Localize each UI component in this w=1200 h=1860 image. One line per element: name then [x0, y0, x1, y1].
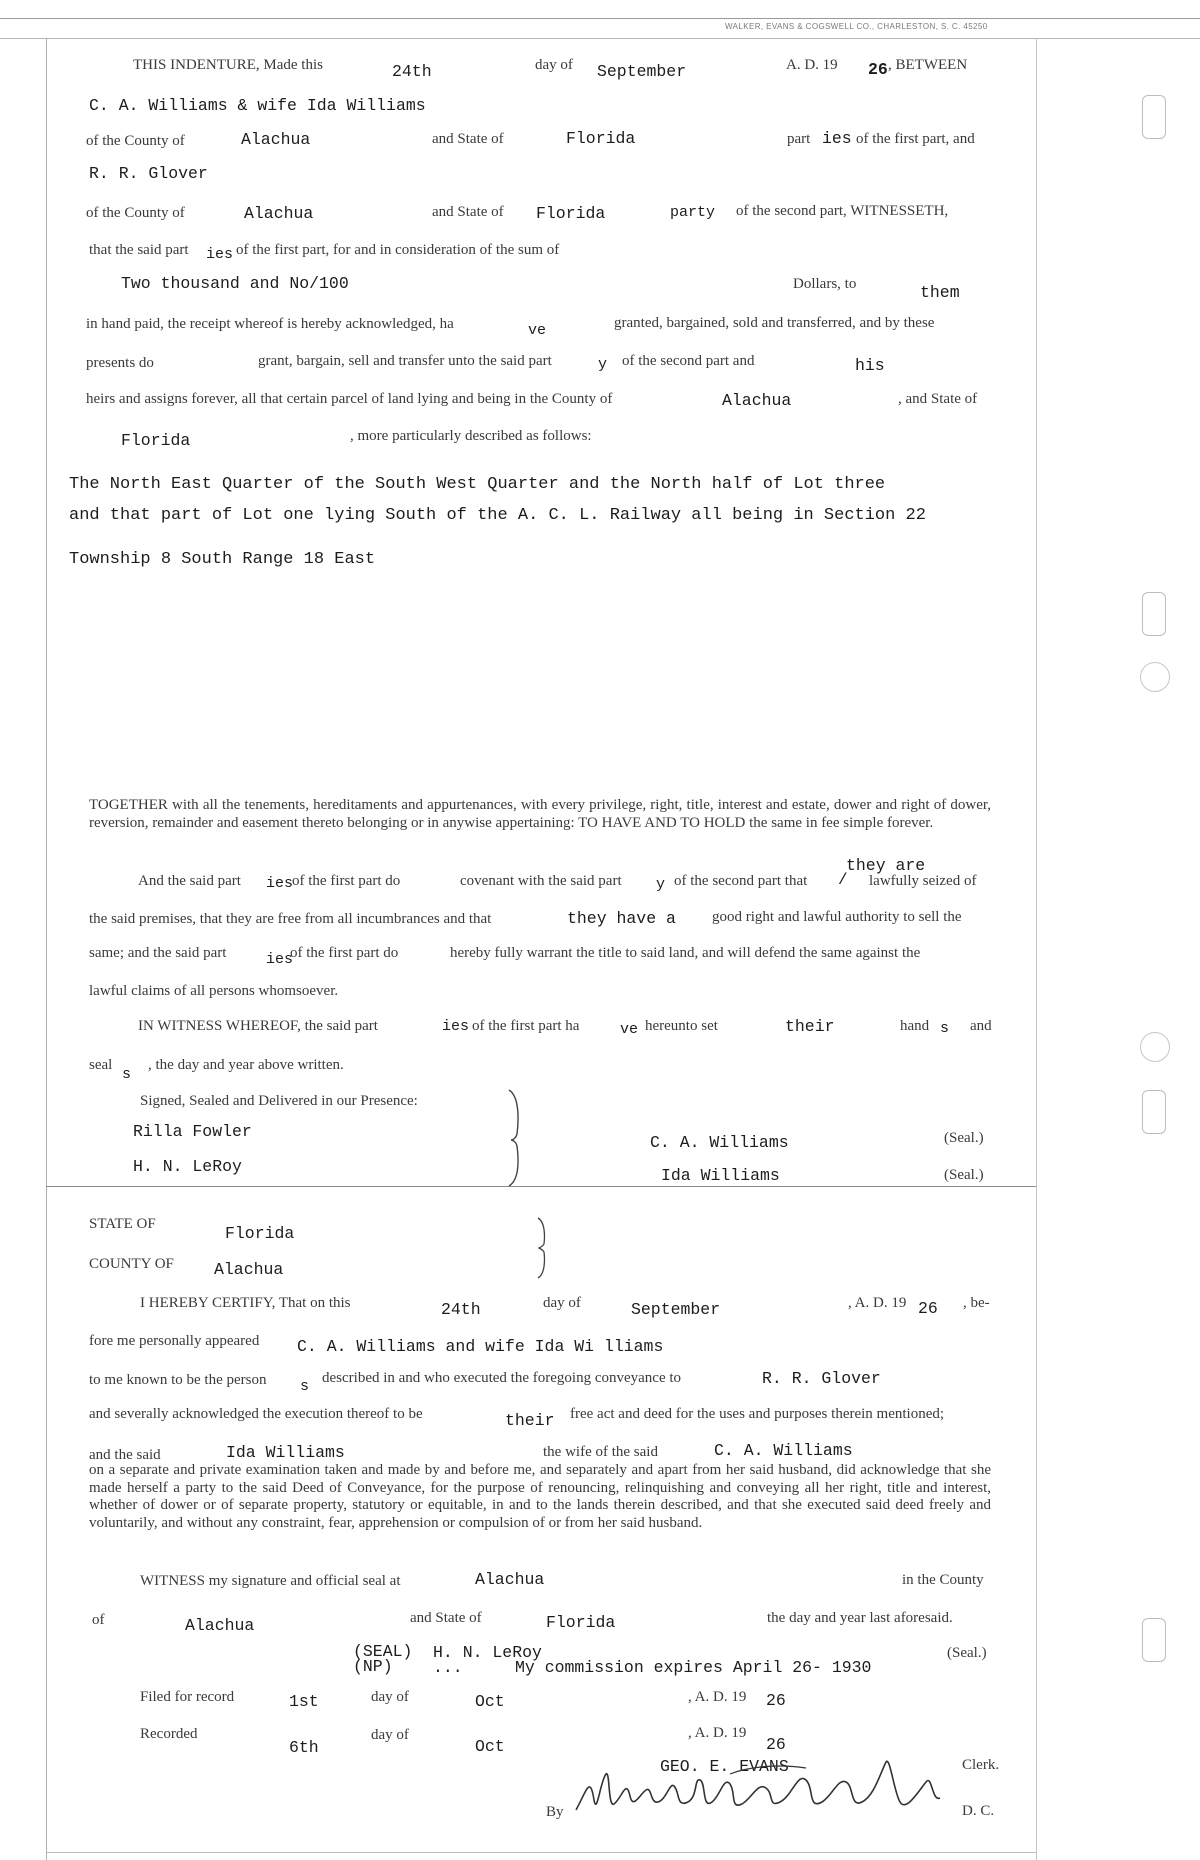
certify-label: I HEREBY CERTIFY, That on this — [140, 1295, 351, 1311]
between-label: , BETWEEN — [888, 57, 968, 73]
seized-label: lawfully seized of — [869, 873, 977, 889]
filed-day-of-label: day of — [371, 1689, 409, 1705]
grant-part-suffix: y — [598, 356, 608, 373]
ad-label: A. D. 19 — [786, 57, 838, 73]
heirs-label: heirs and assigns forever, all that certain parcel of land lying and being in the County of — [86, 391, 613, 407]
hereunto-label: hereunto set — [645, 1018, 718, 1034]
filed-month: Oct — [475, 1692, 505, 1711]
grantee-party-word: party — [670, 204, 716, 221]
wife-of-label: the wife of the said — [543, 1444, 658, 1460]
by-label: By — [546, 1804, 564, 1820]
commission-text: My commission expires April 26- 1930 — [515, 1658, 872, 1677]
grantee-county: Alachua — [244, 204, 314, 223]
known-suffix: s — [300, 1378, 310, 1395]
intro-label: THIS INDENTURE, Made this — [133, 57, 323, 73]
right-margin-rule — [1036, 38, 1037, 1860]
covenant-suffix: ies — [266, 875, 294, 892]
together-paragraph: TOGETHER with all the tenements, hereditaments and appurtenances, with every privilege, right, title, interest and estate, dower and right of dower, reversion, remainder and easement thereto belonging or in anywise appertaining: TO HAVE AND TO HOLD the same in fee simple forever. — [89, 797, 991, 831]
covenant-label-b: of the first part do — [292, 873, 401, 889]
same-label-b: of the first part do — [290, 945, 399, 961]
deed-day: 24th — [392, 62, 432, 81]
description-line-3: Township 8 South Range 18 East — [69, 550, 376, 569]
covenant-label-a: And the said part — [138, 873, 241, 889]
ack-of-label: of — [92, 1612, 105, 1628]
section-divider — [46, 1186, 1036, 1187]
grantee-county-label: of the County of — [86, 205, 185, 221]
hand-label: hand — [900, 1018, 930, 1034]
signature-brace — [505, 1088, 529, 1188]
left-margin-rule — [46, 38, 47, 1860]
grantee-state-label: and State of — [432, 204, 504, 220]
witness-2: H. N. LeRoy — [133, 1157, 242, 1176]
grantor-part-suffix: ies — [822, 129, 852, 148]
ack-month: September — [631, 1300, 721, 1319]
ack-year: 26 — [918, 1299, 938, 1318]
slash-mark: / — [838, 871, 848, 889]
signed-label: Signed, Sealed and Delivered in our Presence: — [140, 1093, 418, 1109]
binding-punch-1 — [1142, 95, 1166, 139]
recorded-year: 26 — [766, 1735, 786, 1754]
witness-1: Rilla Fowler — [133, 1122, 252, 1141]
recorded-day-of-label: day of — [371, 1727, 409, 1743]
ack-state-label: STATE OF — [89, 1216, 156, 1232]
ack-witness-place: Alachua — [475, 1570, 545, 1589]
notary-name: H. N. LeRoy — [433, 1643, 542, 1662]
seal-label: seal — [89, 1057, 113, 1073]
presents-label: presents do — [86, 355, 154, 371]
grantor-state: Florida — [566, 129, 636, 148]
grantor-county: Alachua — [241, 130, 311, 149]
separate-examination-paragraph: on a separate and private examination taken and made by and before me, and separately and apart from her said husband, did acknowledge that she made herself a party to the said Deed of Conveyance, for the purpose of renouncing, relinquishing and conveying all her right, title and interest, whether of dower or of separate property, statutory or equitable, in and to the lands therein described, and that she executed said deed freely and voluntarily, and without any constraint, fear, apprehension or compulsion of or from her said husband. — [89, 1462, 991, 1531]
ack-described-label: described in and who executed the foregoing conveyance to — [322, 1370, 682, 1386]
top-rule — [0, 18, 1200, 19]
notary-seal-tag: (Seal.) — [947, 1645, 987, 1661]
seal-tag-2: (Seal.) — [944, 1167, 984, 1183]
consideration-label-b: of the first part, for and in consideration of the sum of — [236, 242, 560, 258]
before-label: fore me personally appeared — [89, 1333, 260, 1349]
recorded-month: Oct — [475, 1737, 505, 1756]
severally-label: and severally acknowledged the execution thereof to be — [89, 1406, 423, 1422]
signer-1: C. A. Williams — [650, 1133, 789, 1152]
grantee-name: R. R. Glover — [89, 164, 208, 183]
conveyed-to: R. R. Glover — [762, 1369, 881, 1388]
clerk-label: Clerk. — [962, 1757, 1000, 1773]
and-said-label: and the said — [89, 1447, 161, 1463]
deed-month: September — [597, 62, 687, 81]
land-county: Alachua — [722, 391, 792, 410]
ack-day-of-label: day of — [543, 1295, 581, 1311]
lawful-claims-label: lawful claims of all persons whomsoever. — [89, 983, 339, 999]
appeared-names: C. A. Williams and wife Ida Wi lliams — [297, 1337, 664, 1356]
ack-county-label: COUNTY OF — [89, 1256, 174, 1272]
binding-punch-4 — [1142, 1618, 1166, 1662]
filed-label: Filed for record — [140, 1689, 235, 1705]
same-suffix: ies — [266, 951, 294, 968]
consideration-label-a: that the said part — [89, 242, 189, 258]
binding-ring-1 — [1140, 662, 1170, 692]
ack-state-value: Florida — [225, 1224, 295, 1243]
grantor-state-label: and State of — [432, 131, 504, 147]
witness-label-a: IN WITNESS WHEREOF, the said part — [138, 1018, 378, 1034]
ack-ad-label: , A. D. 19 — [848, 1295, 907, 1311]
covenant-part-suffix: y — [656, 876, 666, 893]
grantee-state: Florida — [536, 204, 606, 223]
their-word: their — [785, 1017, 835, 1036]
warrant-label: hereby fully warrant the title to said land, and will defend the same against the — [450, 945, 921, 961]
witness-suffix: ies — [442, 1018, 470, 1035]
top-rule-2 — [0, 38, 1200, 39]
sum-text: Two thousand and No/100 — [121, 274, 349, 293]
free-act-label: free act and deed for the uses and purposes therein mentioned; — [570, 1406, 945, 1422]
second-part-and-label: of the second part and — [622, 353, 755, 369]
grant-label: grant, bargain, sell and transfer unto the said part — [258, 353, 552, 369]
seal-suffix: s — [122, 1066, 132, 1083]
second-part-label: of the second part, WITNESSETH, — [736, 203, 949, 219]
ack-of-state: Florida — [546, 1613, 616, 1632]
description-line-2: and that part of Lot one lying South of the A. C. L. Railway all being in Section 22 — [69, 506, 926, 525]
same-label-a: same; and the said part — [89, 945, 227, 961]
ack-day-year-label: the day and year last aforesaid. — [767, 1610, 953, 1626]
notary-seal-line-1: (SEAL) — [353, 1642, 413, 1661]
paid-to: them — [920, 283, 960, 302]
printer-imprint: WALKER, EVANS & COGSWELL CO., CHARLESTON, S. C. 45250 — [725, 22, 988, 31]
clerk-name: GEO. E. EVANS — [660, 1757, 789, 1776]
first-part-label: of the first part, and — [856, 131, 975, 147]
ack-brace — [534, 1216, 552, 1280]
grantor-part-label: part — [787, 131, 811, 147]
in-county-label: in the County — [902, 1572, 984, 1588]
good-right-label: good right and lawful authority to sell the — [712, 909, 962, 925]
ack-witness-label: WITNESS my signature and official seal at — [140, 1573, 401, 1589]
recorded-label: Recorded — [140, 1726, 198, 1742]
husband-name: C. A. Williams — [714, 1441, 853, 1460]
premises-label: the said premises, that they are free from all incumbrances and that — [89, 911, 492, 927]
binding-ring-2 — [1140, 1032, 1170, 1062]
filed-year: 26 — [766, 1691, 786, 1710]
recorded-day: 6th — [289, 1738, 319, 1757]
they-are: they are — [846, 856, 926, 875]
paid-label: in hand paid, the receipt whereof is hereby acknowledged, ha — [86, 316, 454, 332]
and-label: and — [970, 1018, 992, 1034]
grantor-names: C. A. Williams & wife Ida Williams — [89, 96, 426, 115]
filed-ad-label: , A. D. 19 — [688, 1689, 747, 1705]
grantor-county-label: of the County of — [86, 133, 185, 149]
covenant-label-d: of the second part that — [674, 873, 808, 889]
dc-label: D. C. — [962, 1803, 995, 1819]
ack-and-state-label: and State of — [410, 1610, 482, 1626]
day-of-label: day of — [535, 57, 573, 73]
known-label: to me known to be the person — [89, 1372, 267, 1388]
be-label: , be- — [963, 1295, 990, 1311]
seal-tag-1: (Seal.) — [944, 1130, 984, 1146]
they-have-a: they have a — [567, 909, 676, 928]
covenant-label-c: covenant with the said part — [460, 873, 622, 889]
day-year-label: , the day and year above written. — [148, 1057, 344, 1073]
dollars-to-label: Dollars, to — [793, 276, 857, 292]
description-line-1: The North East Quarter of the South West Quarter and the North half of Lot three — [69, 475, 886, 494]
witness-have-suffix: ve — [620, 1021, 639, 1038]
and-state-of-label: , and State of — [898, 391, 978, 407]
binding-punch-2 — [1142, 592, 1166, 636]
notary-seal-line-2: (NP) — [353, 1657, 393, 1676]
recorded-ad-label: , A. D. 19 — [688, 1725, 747, 1741]
ack-day: 24th — [441, 1300, 481, 1319]
notary-dots: ... — [433, 1658, 463, 1677]
deed-year: 26 — [868, 60, 888, 79]
filed-day: 1st — [289, 1692, 319, 1711]
ack-of-county: Alachua — [185, 1616, 255, 1635]
consideration-suffix: ies — [206, 246, 234, 263]
ack-county-value: Alachua — [214, 1260, 284, 1279]
ack-their-word: their — [505, 1411, 555, 1430]
grantee-pronoun: his — [855, 356, 885, 375]
deputy-clerk-signature — [570, 1752, 950, 1832]
bottom-rule — [46, 1852, 1036, 1853]
signer-2: Ida Williams — [661, 1166, 780, 1185]
land-state: Florida — [121, 431, 191, 450]
have-suffix: ve — [528, 322, 547, 339]
wife-name: Ida Williams — [226, 1443, 345, 1462]
witness-label-b: of the first part ha — [472, 1018, 580, 1034]
binding-punch-3 — [1142, 1090, 1166, 1134]
granted-label: granted, bargained, sold and transferred, and by these — [614, 315, 935, 331]
described-label: , more particularly described as follows: — [350, 428, 592, 444]
hand-suffix: s — [940, 1020, 950, 1037]
